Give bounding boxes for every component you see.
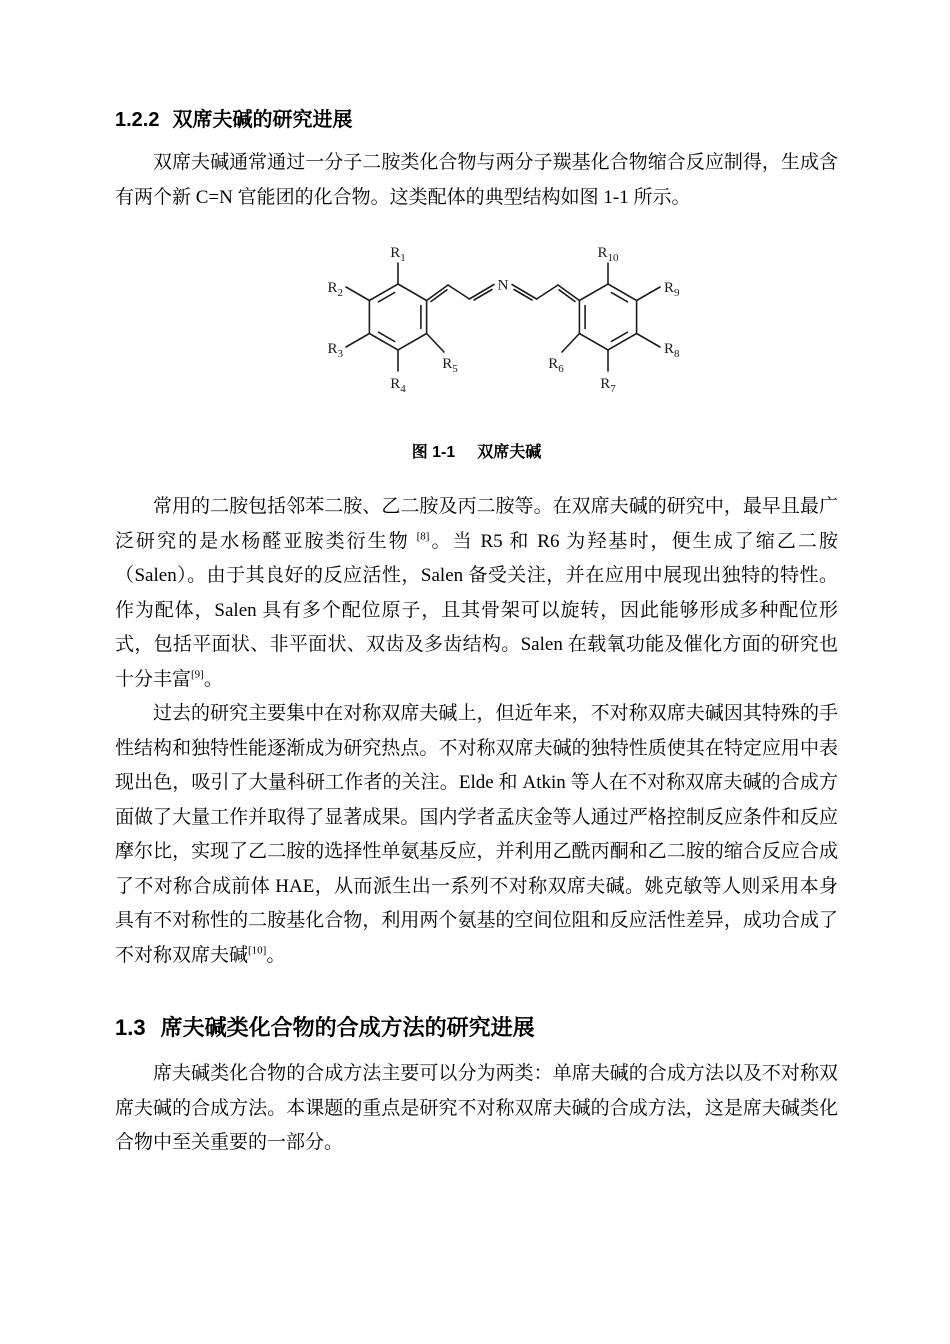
r3-label: $R_3$ — [326, 341, 343, 360]
section-number: 1.3 — [115, 1015, 146, 1040]
figure-caption-title: 双席夫碱 — [477, 444, 542, 461]
paragraph-intro: 双席夫碱通常通过一分子二胺类化合物与两分子羰基化合物缩合反应制得，生成含有两个新 C=N 官能团的化合物。这类配体的典型结构如图 1-1 所示。 — [115, 152, 838, 208]
figure-1-1 — [115, 229, 838, 464]
section-number: 1.2.2 — [115, 109, 160, 131]
paragraph-asymmetric — [115, 697, 838, 973]
section-title: 席夫碱类化合物的合成方法的研究进展 — [160, 1015, 535, 1040]
r9-label: $R_9$ — [663, 280, 680, 299]
paragraph-text: 。 — [266, 944, 286, 966]
r8-label: $R_8$ — [663, 341, 680, 360]
chemical-structure-diagram — [303, 229, 703, 401]
section-heading-1-2-2 — [115, 106, 838, 134]
paragraph-diamines — [115, 490, 838, 697]
figure-caption-number: 图 1-1 — [411, 444, 456, 461]
r7-label: $R_7$ — [599, 376, 616, 395]
citation-9: [9] — [191, 668, 204, 681]
r2-label: $R_2$ — [326, 280, 343, 299]
r10-label: $R_{10}$ — [596, 245, 619, 264]
r5-label: $R_5$ — [441, 356, 458, 375]
left-substituent-bonds — [346, 263, 444, 371]
nitrogen-label: N — [497, 277, 508, 294]
paragraph-text: 。当 R5 和 R6 为羟基时，便生成了缩乙二胺（Salen）。由于其良好的反应活性，Salen 备受关注，并在应用中展现出独特的特性。作为配体，Salen 具有多个配位原子，且其骨架可以旋转，因此能够形成多种配位形式，包括平面状、非平面状、双齿及多齿结构。Salen 在载氧功能及催化方面的研究也十分丰富 — [115, 530, 838, 690]
citation-8: [8] — [416, 530, 430, 543]
section-title: 双席夫碱的研究进展 — [172, 109, 353, 131]
paragraph-text: 。 — [203, 668, 223, 690]
r4-label: $R_4$ — [389, 376, 406, 395]
left-benzene-ring — [369, 284, 426, 350]
figure-caption — [115, 442, 838, 464]
citation-10: [10] — [248, 944, 267, 957]
paragraph-synthesis-methods: 席夫碱类化合物的合成方法主要可以分为两类：单席夫碱的合成方法以及不对称双席夫碱的合成方法。本课题的重点是研究不对称双席夫碱的合成方法，这是席夫碱类化合物中至关重要的一部分。 — [115, 1063, 838, 1153]
right-substituent-bonds — [562, 263, 660, 371]
right-benzene-ring — [579, 284, 636, 350]
section-heading-1-3 — [115, 1013, 838, 1043]
r1-label: $R_1$ — [389, 245, 406, 264]
r6-label: $R_6$ — [547, 356, 564, 375]
paragraph-text: 过去的研究主要集中在对称双席夫碱上，但近年来，不对称双席夫碱因其特殊的手性结构和独特性能逐渐成为研究热点。不对称双席夫碱的独特性质使其在特定应用中表现出色，吸引了大量科研工作者的关注。Elde 和 Atkin 等人在不对称双席夫碱的合成方面做了大量工作并取得了显著成果。国内学者孟庆金等人通过严格控制反应条件和反应摩尔比，实现了乙二胺的选择性单氨基反应，并利用乙酰丙酮和乙二胺的缩合反应合成了不对称合成前体 HAE，从而派生出一系列不对称双席夫碱。姚克敏等人则采用本身具有不对称性的二胺基化合物，利用两个氨基的空间位阻和反应活性差异，成功合成了不对称双席夫碱 — [115, 703, 838, 966]
paragraph-text: 常用的二胺包括邻苯二胺、乙二胺及丙二胺等。在双席夫碱的研究中，最早且最广泛研究的是水杨醛亚胺类衍生物 — [115, 496, 838, 552]
